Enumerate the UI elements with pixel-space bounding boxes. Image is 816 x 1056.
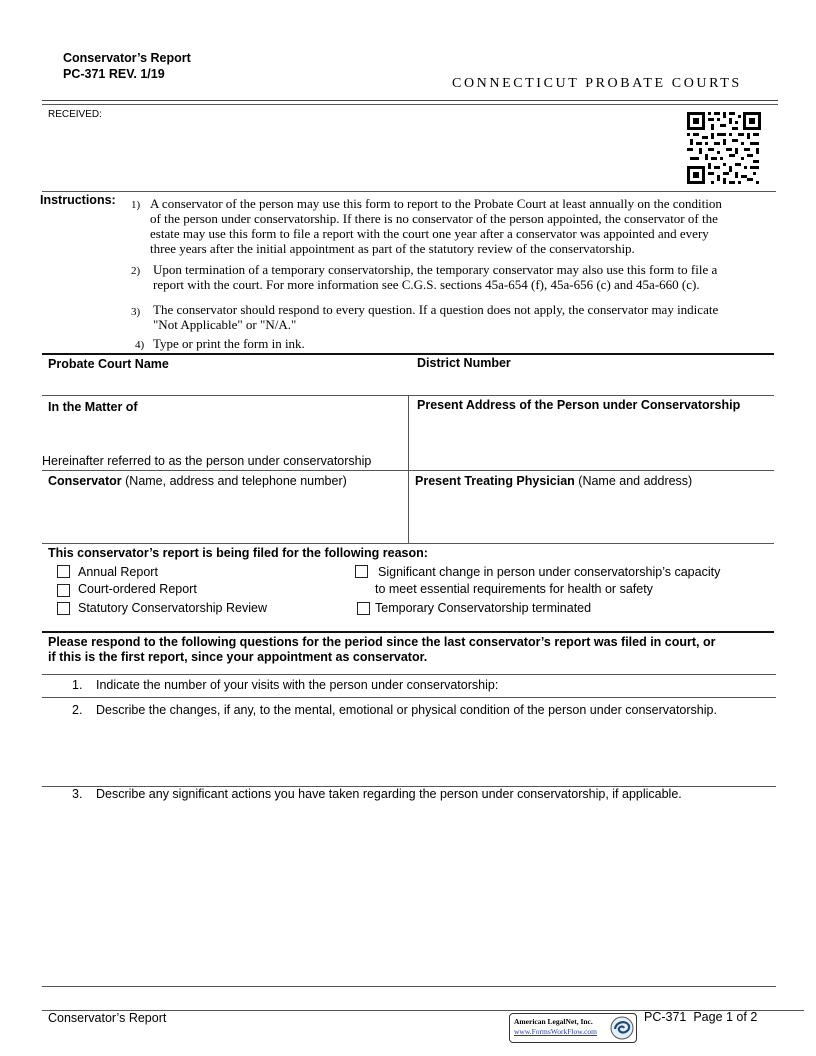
annual-report-checkbox[interactable] bbox=[57, 565, 70, 578]
logo-company-name: American LegalNet, Inc. bbox=[514, 1017, 593, 1026]
in-the-matter-of-input[interactable] bbox=[42, 416, 406, 452]
questions-top-rule bbox=[42, 631, 774, 633]
conservator-input[interactable] bbox=[42, 490, 406, 540]
question-1-text: Indicate the number of your visits with the person under conservatorship: bbox=[96, 678, 499, 692]
footer-top-rule bbox=[42, 986, 776, 987]
question-1-number: 1. bbox=[72, 678, 83, 692]
hereinafter-note: Hereinafter referred to as the person under conservatorship bbox=[42, 454, 372, 468]
questions-intro-line1: Please respond to the following questions for the period since the last conservator’s report was filed in court, or bbox=[48, 635, 716, 649]
form-title: Conservator’s Report bbox=[63, 51, 191, 65]
physician-input[interactable] bbox=[410, 490, 774, 540]
in-the-matter-of-label: In the Matter of bbox=[48, 400, 138, 414]
instructions-top-rule bbox=[42, 191, 776, 192]
physician-label: Present Treating Physician (Name and address) bbox=[415, 474, 693, 488]
present-address-input[interactable] bbox=[410, 416, 774, 470]
instructions-label: Instructions: bbox=[40, 193, 116, 207]
rule-conservator bbox=[42, 470, 774, 471]
instruction-1-number: 1) bbox=[131, 199, 141, 211]
logo-swirl-icon bbox=[610, 1016, 634, 1040]
received-label: RECEIVED: bbox=[48, 109, 102, 120]
question-2-number: 2. bbox=[72, 703, 83, 717]
probate-court-name-label: Probate Court Name bbox=[48, 357, 169, 371]
instruction-2-text: Upon termination of a temporary conservatorship, the temporary conservator may also use this form to file a report with the court. For more information see C.G.S. sections 45a-654 (f), 45a-656 (c) and 45a-660 (c). bbox=[153, 262, 718, 292]
american-legalnet-logo[interactable] bbox=[509, 1013, 637, 1043]
fields-top-rule bbox=[42, 353, 774, 355]
qr-code bbox=[686, 111, 762, 185]
instruction-1-text: A conservator of the person may use this form to report to the Probate Court at least annually on the condition of the person under conservatorship. If there is no conservator of the person appointed, the conservator of the estate may use this form to file a report with the court one year after a conservator was appointed and every three years after the initial appointment as part of the statutory review of the conservatorship. bbox=[150, 196, 722, 256]
annual-report-label: Annual Report bbox=[78, 565, 158, 579]
question-3-response-area[interactable] bbox=[42, 806, 776, 981]
field-divider bbox=[408, 395, 409, 543]
court-ordered-report-checkbox[interactable] bbox=[57, 584, 70, 597]
footer-page-number: PC-371 Page 1 of 2 bbox=[644, 1010, 758, 1024]
instruction-3-number: 3) bbox=[131, 306, 141, 318]
significant-change-checkbox[interactable] bbox=[355, 565, 368, 578]
rule-q2 bbox=[42, 697, 776, 698]
present-address-label: Present Address of the Person under Conservatorship bbox=[417, 398, 741, 412]
question-2-response-area[interactable] bbox=[42, 720, 776, 784]
statutory-review-checkbox[interactable] bbox=[57, 602, 70, 615]
questions-intro-line2: if this is the first report, since your appointment as conservator. bbox=[48, 650, 428, 664]
district-number-input[interactable] bbox=[410, 372, 774, 394]
conservator-label: Conservator (Name, address and telephone number) bbox=[48, 474, 347, 488]
temporary-terminated-checkbox[interactable] bbox=[357, 602, 370, 615]
significant-change-label-line2: to meet essential requirements for health or safety bbox=[375, 582, 653, 596]
rule-q1 bbox=[42, 674, 776, 675]
instruction-2-number: 2) bbox=[131, 265, 141, 277]
question-2-text: Describe the changes, if any, to the mental, emotional or physical condition of the person under conservatorship. bbox=[96, 703, 717, 717]
question-3-number: 3. bbox=[72, 787, 83, 801]
temporary-terminated-label: Temporary Conservatorship terminated bbox=[375, 601, 592, 615]
logo-website: www.FormsWorkFlow.com bbox=[514, 1027, 598, 1036]
district-number-label: District Number bbox=[417, 356, 511, 370]
probate-court-name-input[interactable] bbox=[42, 372, 408, 394]
instruction-3-text: The conservator should respond to every question. If a question does not apply, the conservator may indicate "Not Applicable" or "N/A." bbox=[153, 302, 719, 332]
significant-change-label-line1: Significant change in person under conservatorship’s capacity bbox=[378, 565, 721, 579]
header-rule bbox=[42, 100, 778, 101]
rule-reason bbox=[42, 543, 774, 544]
statutory-review-label: Statutory Conservatorship Review bbox=[78, 601, 267, 615]
footer-form-title: Conservator’s Report bbox=[48, 1011, 167, 1025]
instruction-4-text: Type or print the form in ink. bbox=[153, 336, 305, 351]
instruction-4-number: 4) bbox=[135, 339, 145, 351]
court-ordered-report-label: Court-ordered Report bbox=[78, 582, 197, 596]
reason-heading: This conservator’s report is being filed for the following reason: bbox=[48, 546, 428, 560]
header-rule-thin bbox=[42, 104, 778, 105]
form-number: PC-371 REV. 1/19 bbox=[63, 67, 165, 81]
question-3-text: Describe any significant actions you have taken regarding the person under conservatorship, if applicable. bbox=[96, 787, 682, 801]
court-name: CONNECTICUT PROBATE COURTS bbox=[452, 76, 742, 91]
